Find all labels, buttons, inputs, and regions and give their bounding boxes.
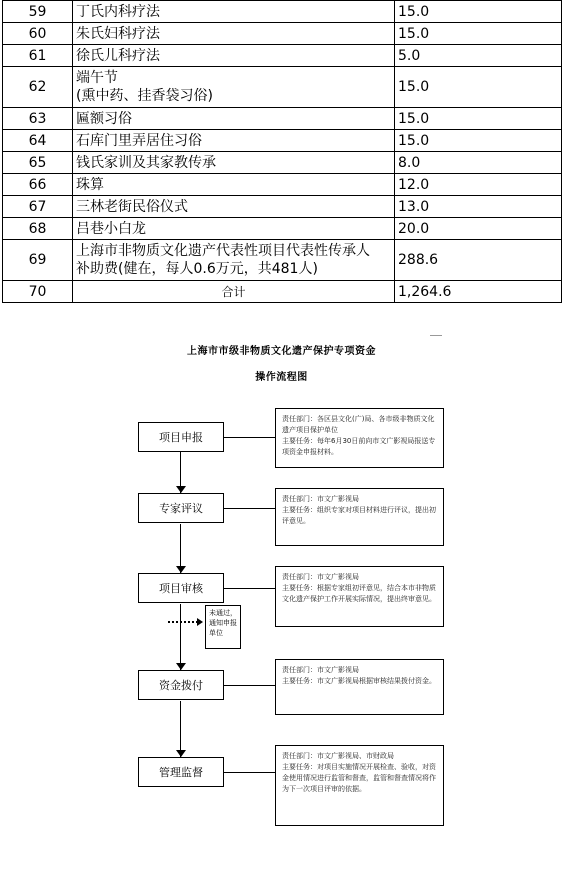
- step-fund-allocation: 资金拨付: [138, 670, 224, 700]
- row-number: 64: [3, 130, 73, 152]
- divider-mark: [430, 335, 442, 336]
- flowchart-subtitle: 操作流程图: [255, 372, 308, 383]
- info-box-audit: [275, 566, 444, 627]
- total-amount: 1,264.6: [395, 281, 562, 303]
- info-box-application: [275, 408, 444, 468]
- arrow-down-icon: [176, 750, 186, 757]
- project-name: 三林老街民俗仪式: [73, 196, 395, 218]
- table-row: [3, 130, 562, 152]
- amount: 15.0: [395, 108, 562, 130]
- table-row: [3, 174, 562, 196]
- flowchart-title: 上海市市级非物质文化遗产保护专项资金: [187, 346, 376, 357]
- row-number: 68: [3, 218, 73, 240]
- connector-line: [224, 685, 275, 686]
- table-row: [3, 45, 562, 67]
- table-row: [3, 152, 562, 174]
- table-row: [3, 1, 562, 23]
- amount: 20.0: [395, 218, 562, 240]
- reject-note: 未通过，通知申报单位: [205, 605, 241, 649]
- connector-line: [224, 437, 275, 438]
- info-dept: 责任部门：市文广影视局: [282, 495, 359, 503]
- funding-table: [2, 0, 562, 303]
- info-dept: 责任部门：市文广影视局: [282, 666, 359, 674]
- row-number: 60: [3, 23, 73, 45]
- row-number: 62: [3, 67, 73, 108]
- step-supervision: 管理监督: [138, 757, 224, 787]
- project-name-line1: 端午节: [76, 70, 118, 86]
- project-name-line2: (熏中药、挂香袋习俗): [76, 88, 213, 104]
- reject-dotted-line: [168, 621, 198, 623]
- project-name: 珠算: [73, 174, 395, 196]
- project-name: 钱氏家训及其家教传承: [73, 152, 395, 174]
- table-row: [3, 67, 562, 108]
- project-name: 吕巷小白龙: [73, 218, 395, 240]
- total-label: 合计: [73, 281, 395, 303]
- info-box-review: [275, 488, 444, 546]
- step-project-application: 项目申报: [138, 422, 224, 452]
- row-number: 69: [3, 240, 73, 281]
- info-box-allocation: [275, 659, 444, 715]
- process-flowchart: [0, 400, 563, 840]
- table-row: [3, 108, 562, 130]
- row-number: 63: [3, 108, 73, 130]
- project-name: [73, 67, 395, 108]
- info-box-supervision: [275, 745, 444, 826]
- info-dept: 责任部门：市文广影视局: [282, 573, 359, 581]
- row-number: 66: [3, 174, 73, 196]
- row-number: 61: [3, 45, 73, 67]
- info-dept: 责任部门：市文广影视局、市财政局: [282, 752, 394, 760]
- info-task: 主要任务：根据专家组初评意见，结合本市非物质文化遗产保护工作开展实际情况，提出终审意见。: [282, 584, 436, 603]
- total-row: [3, 281, 562, 303]
- row-number: 65: [3, 152, 73, 174]
- amount: 15.0: [395, 1, 562, 23]
- amount: 8.0: [395, 152, 562, 174]
- arrow-right-icon: [197, 618, 203, 626]
- arrow-down-icon: [176, 663, 186, 670]
- connector-line: [180, 604, 181, 670]
- row-number: 70: [3, 281, 73, 303]
- project-name-line1: 上海市非物质文化遗产代表性项目代表性传承人: [76, 243, 370, 259]
- arrow-down-icon: [176, 566, 186, 573]
- amount: 5.0: [395, 45, 562, 67]
- arrow-down-icon: [176, 486, 186, 493]
- connector-line: [180, 701, 181, 757]
- table-row: [3, 23, 562, 45]
- info-task: 主要任务：对项目实施情况开展检查、验收，对资金使用情况进行监管和督查，监管和督查情况将作为下一次项目评审的依据。: [282, 763, 436, 793]
- step-expert-review: 专家评议: [138, 493, 224, 523]
- project-name: 徐氏儿科疗法: [73, 45, 395, 67]
- connector-line: [224, 772, 275, 773]
- amount: 12.0: [395, 174, 562, 196]
- step-project-audit: 项目审核: [138, 573, 224, 603]
- table-row: [3, 240, 562, 281]
- amount: 13.0: [395, 196, 562, 218]
- connector-line: [224, 508, 275, 509]
- table-row: [3, 218, 562, 240]
- info-dept: 责任部门：各区县文化(广)局、各市级非物质文化遗产项目保护单位: [282, 415, 435, 434]
- connector-line: [224, 588, 275, 589]
- info-task: 主要任务：组织专家对项目材料进行评议，提出初评意见。: [282, 506, 436, 525]
- info-task: 主要任务：市文广影视局根据审核结果拨付资金。: [282, 677, 436, 685]
- amount: 15.0: [395, 23, 562, 45]
- project-name: [73, 240, 395, 281]
- amount: 15.0: [395, 67, 562, 108]
- table-row: [3, 196, 562, 218]
- project-name: 石库门里弄居住习俗: [73, 130, 395, 152]
- project-name-line2: 补助费(健在，每人0.6万元，共481人): [76, 261, 318, 277]
- info-task: 主要任务：每年6月30日前向市文广影视局报送专项资金申报材料。: [282, 437, 436, 456]
- row-number: 59: [3, 1, 73, 23]
- project-name: 丁氏内科疗法: [73, 1, 395, 23]
- amount: 288.6: [395, 240, 562, 281]
- project-name: 朱氏妇科疗法: [73, 23, 395, 45]
- project-name: 匾额习俗: [73, 108, 395, 130]
- amount: 15.0: [395, 130, 562, 152]
- row-number: 67: [3, 196, 73, 218]
